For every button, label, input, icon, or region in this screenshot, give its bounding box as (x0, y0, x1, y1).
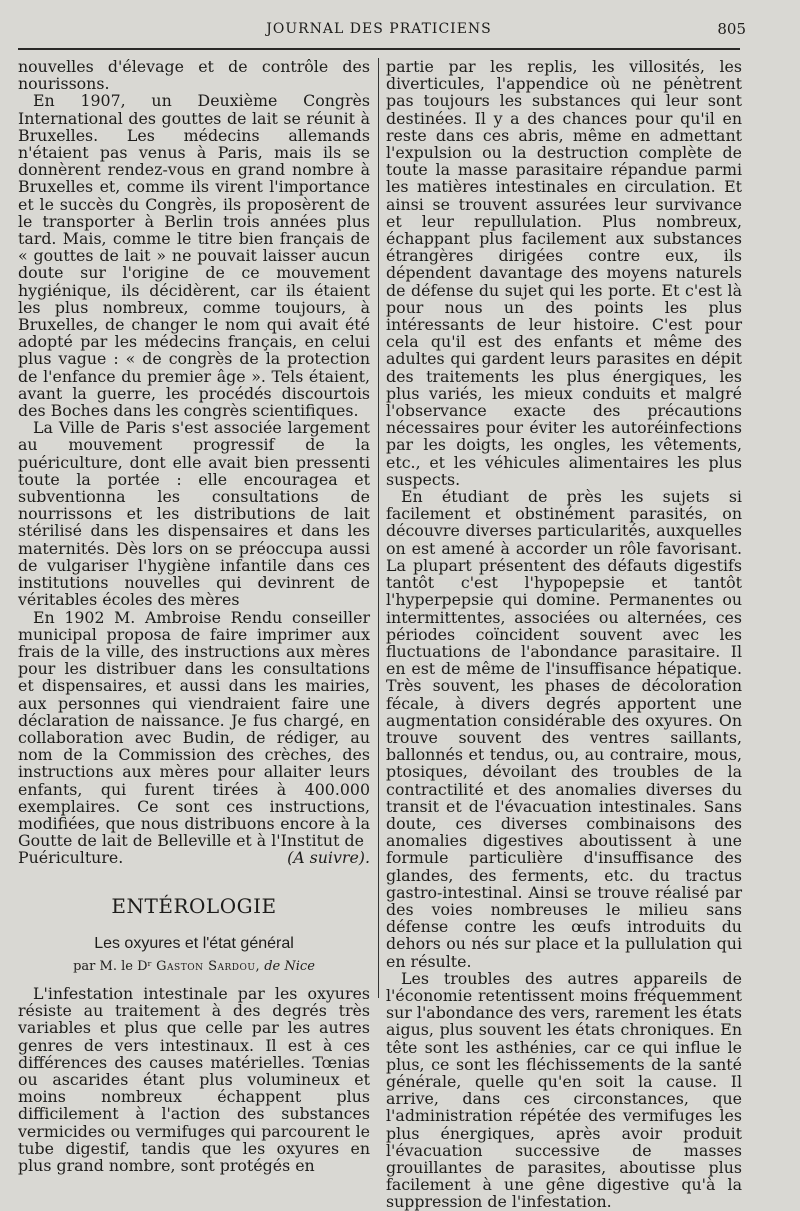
header-rule (18, 48, 740, 50)
article-title: Les oxyures et l'état général (94, 934, 294, 952)
paragraph: En étudiant de près les sujets si facilement et obstinément parasités, on découvre diverses particularités, auxquelles on est amené à accorder un rôle favorisant. La plupart présentent des défauts digestifs tantôt c'est l'hypopepsie et tantôt l'hyperpepsie qui domine. Permanentes ou intermittentes, associées ou alternées, ces périodes coïncident souvent avec les fluctuations de l'abondance parasitaire. Il en est de même de l'insuffisance hépatique. Très souvent, les phases de décoloration fécale, à divers degrés apportent une augmentation considérable des oxyures. On trouve souvent des ventres saillants, ballonnés et tendus, ou, au contraire, mous, ptosiques, dévoilant des troubles de la contractilité et des anomalies diverses du transit et de l'évacuation intestinales. Sans doute, ces diverses combinaisons des anomalies digestives aboutissent à une formule particulière d'insuffisance des glandes, des ferments, etc. du tractus gastro-intestinal. Ainsi se trouve réalisé par des voies nombreuses le milieu sans défense contre les œufs introduits du dehors ou nés sur place et la pullulation qui en résulte. (386, 487, 742, 971)
paragraph: La Ville de Paris s'est associée largement au mouvement progressif de la puériculture, dont elle avait bien pressenti toute la portée : elle encouragea et subventionna les consultations de nourrissons et les distributions de lait stérilisé dans les dispensaires et dans les maternités. Dès lors on se préoccupa aussi de vulgariser l'hygiène infantile dans ces institutions nouvelles qui devinrent de véritables écoles des mères (18, 418, 370, 610)
paragraph: L'infestation intestinale par les oxyures résiste au traitement à des degrés très variables et plus que celle par les autres genres de vers intestinaux. Il est à ces différences des causes matérielles. Tœnias ou ascarides étant plus volumineux et moins nombreux échappent plus difficilement à l'action des substances vermicides ou vermifuges qui parcourent le tube digestif, tandis que les oxyures en plus grand nombre, sont protégés en (18, 983, 370, 1175)
paragraph: En 1907, un Deuxième Congrès International des gouttes de lait se réunit à Bruxelles. Les médecins allemands n'étaient pas venus à Paris, mais ils se donnèrent rendez-vous en grand nombre à Bruxelles et, comme ils virent l'importance et le succès du Congrès, ils proposèrent de le transporter à Berlin trois années plus tard. Mais, comme le titre bien français de « gouttes de lait » ne pouvait laisser aucun doute sur l'origine de ce mouvement hygiénique, ils décidèrent, car ils étaient les plus nombreux, comme toujours, à Bruxelles, de changer le nom qui avait été adopté par les médecins français, en celui plus vague : « de congrès de la protection de l'enfance du premier âge ». Tels étaient, avant la guerre, les procédés discourtois des Boches dans les congrès scientifiques. (18, 91, 370, 421)
paragraph: En 1902 M. Ambroise Rendu conseiller municipal proposa de faire imprimer aux frais de la ville, des instructions aux mères pour les distribuer dans les consultations et dispensaires, et aussi dans les mairies, aux personnes qui viendraient faire une déclaration de naissance. Je fus chargé, en collaboration avec Budin, de rédiger, au nom de la Commission des crèches, des instructions aux mères pour allaiter leurs enfants, qui furent tirées à 400.000 exemplaires. Ce sont ces instructions, modifiées, que nous distribuons encore à la Goutte de lait de Belleville et à l'Institut de (18, 607, 370, 851)
page-header (18, 18, 746, 44)
byline (18, 958, 370, 975)
paragraph-end: Puériculture. (18, 848, 124, 868)
to-be-continued: (A suivre). (287, 848, 370, 868)
paragraph: nouvelles d'élevage et de contrôle des nourissons. (18, 57, 370, 94)
journal-title: JOURNAL DES PRATICIENS (266, 21, 492, 37)
byline-prefix: par M. le Dʳ (73, 958, 153, 974)
paragraph-tail (18, 849, 370, 866)
author-place: de Nice (264, 958, 315, 974)
section-heading: ENTÉROLOGIE (111, 893, 277, 918)
paragraph: Les troubles des autres appareils de l'économie retentissent moins fréquemment sur l'abondance des vers, rarement les états aigus, plus souvent les états chroniques. En tête sont les asthénies, car ce qui influe le plus, ce sont les fléchissements de la santé générale, quelle qu'en soit la cause. Il arrive, dans ces circonstances, que l'administration répétée des vermifuges les plus énergiques, après avoir produit l'évacuation successive de masses grouillantes de parasites, aboutisse plus facilement à une gêne digestive qu'à la suppression de l'infestation. (386, 968, 742, 1211)
left-column (18, 58, 370, 1174)
column-divider (378, 58, 379, 998)
page-number: 805 (717, 20, 746, 38)
author-name: Gaston Sardou, (156, 958, 261, 974)
right-column (386, 58, 742, 1211)
paragraph: partie par les replis, les villosités, les diverticules, l'appendice où ne pénètrent pas toujours les substances qui leur sont destinées. Il y a des chances pour qu'il en reste dans ces abris, même en admettant l'expulsion ou la destruction complète de toute la masse parasitaire répandue parmi les matières intestinales en circulation. Et ainsi se trouvent assurées leur survivance et leur repullulation. Plus nombreux, échappant plus facilement aux substances étrangères dirigées contre eux, ils dépendent davantage des moyens naturels de défense du sujet qui les porte. Et c'est là pour nous un des points les plus intéressants de leur histoire. C'est pour cela qu'il est des enfants et même des adultes qui gardent leurs parasites en dépit des traitements les plus énergiques, les plus variés, les mieux conduits et malgré l'observance exacte des précautions nécessaires pour éviter les autoréinfections par les doigts, les ongles, les vêtements, etc., et les véhicules alimentaires les plus suspects. (386, 57, 742, 489)
